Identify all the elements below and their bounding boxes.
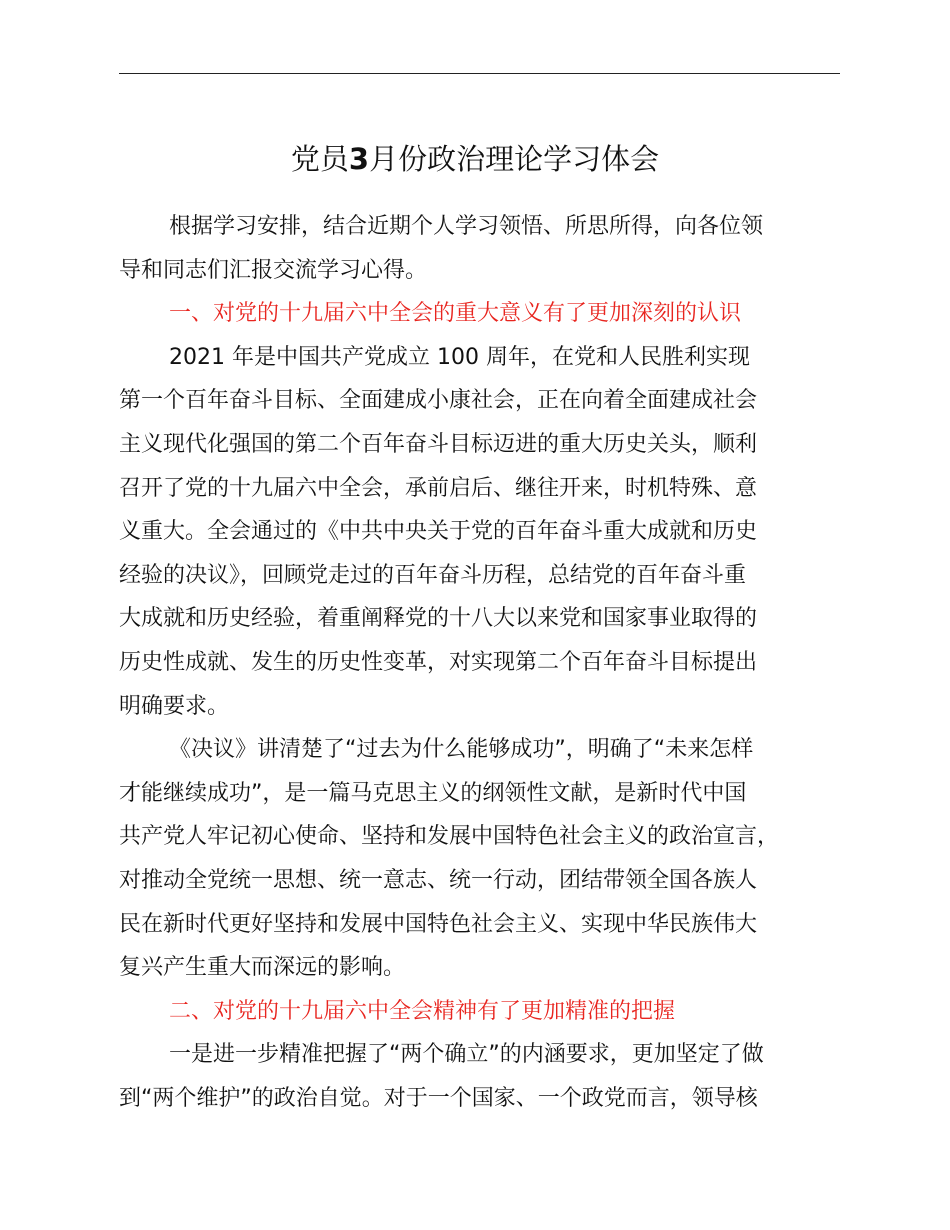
title-suffix: 月份政治理论学习体会 [369,142,660,176]
paragraph-line: 《决议》讲清楚了“过去为什么能够成功”，明确了“未来怎样 [169,737,754,763]
paragraph-line: 历史性成就、发生的历史性变革，对实现第二个百年奋斗目标提出 [119,649,758,675]
paragraph-line: 召开了党的十九届六中全会，承前启后、继往开来，时机特殊、意 [119,475,758,501]
paragraph-line: 第一个百年奋斗目标、全面建成小康社会，正在向着全面建成社会 [119,388,758,414]
title-number: 3 [348,142,370,176]
paragraph-line: 到“两个维护”的政治自觉。对于一个国家、一个政党而言，领导核 [119,1085,758,1111]
paragraph-line: 导和同志们汇报交流学习心得。 [119,257,428,283]
section-heading-2: 二、对党的十九届六中全会精神有了更加精准的把握 [169,998,676,1024]
paragraph-line: 2021 年是中国共产党成立 100 周年，在党和人民胜利实现 [169,344,750,370]
paragraph-line: 明确要求。 [119,693,230,719]
paragraph-line: 复兴产生重大而深远的影响。 [119,955,406,981]
paragraph-line: 经验的决议》，回顾党走过的百年奋斗历程，总结党的百年奋斗重 [119,562,747,588]
paragraph-line: 大成就和历史经验，着重阐释党的十八大以来党和国家事业取得的 [119,606,758,632]
paragraph-line: 主义现代化强国的第二个百年奋斗目标迈进的重大历史关头，顺利 [119,431,758,457]
paragraph-line: 义重大。全会通过的《中共中央关于党的百年奋斗重大成就和历史 [119,519,758,545]
paragraph-line: 民在新时代更好坚持和发展中国特色社会主义、实现中华民族伟大 [119,911,758,937]
paragraph-line: 根据学习安排，结合近期个人学习领悟、所思所得，向各位领 [169,214,764,239]
title-prefix: 党员 [290,142,349,176]
header-rule [119,73,840,74]
document-body [119,205,859,1120]
document-title [0,137,950,181]
section-heading-1: 一、对党的十九届六中全会的重大意义有了更加深刻的认识 [169,301,742,327]
paragraph-line: 共产党人牢记初心使命、坚持和发展中国特色社会主义的政治宣言， [119,824,780,850]
paragraph-line: 一是进一步精准把握了“两个确立”的内涵要求，更加坚定了做 [169,1042,764,1068]
paragraph-line: 对推动全党统一思想、统一意志、统一行动，团结带领全国各族人 [119,867,758,893]
paragraph-line: 才能继续成功”，是一篇马克思主义的纲领性文献，是新时代中国 [119,780,747,806]
